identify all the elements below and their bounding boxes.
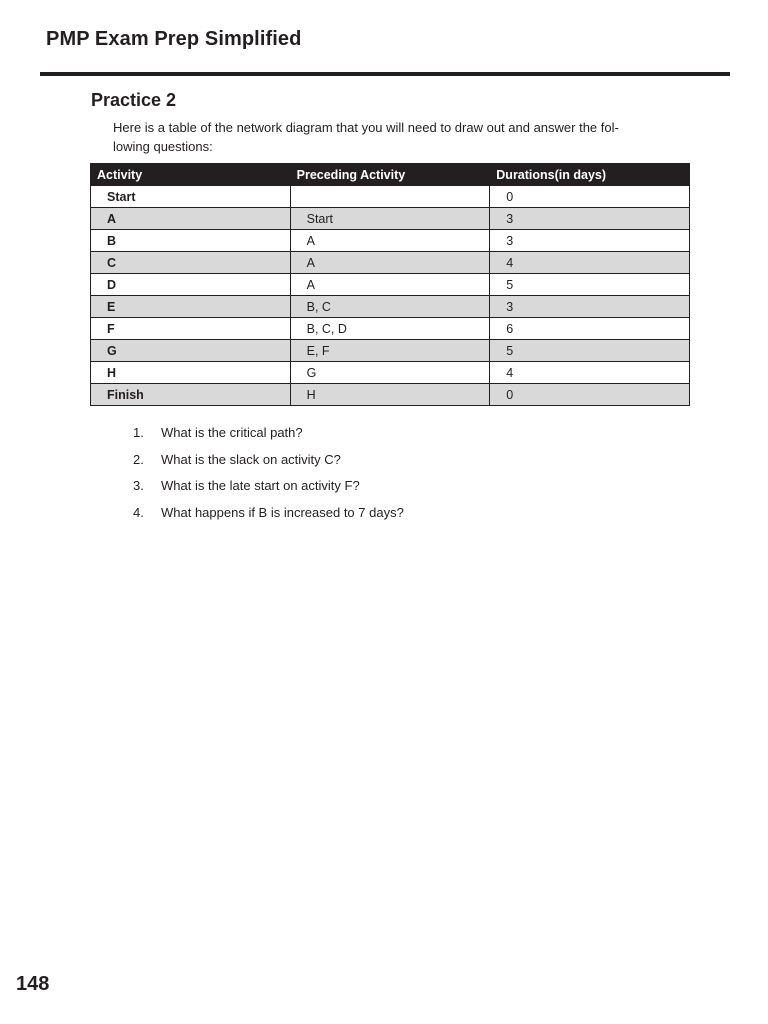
cell-activity: F: [91, 318, 291, 340]
list-item: [133, 503, 404, 530]
table-header-row: [91, 164, 690, 186]
table-row: [91, 318, 690, 340]
cell-duration: 5: [490, 274, 690, 296]
question-text: What is the critical path?: [161, 425, 303, 440]
column-header-preceding: Preceding Activity: [290, 164, 490, 186]
cell-activity: D: [91, 274, 291, 296]
cell-preceding: G: [290, 362, 490, 384]
cell-preceding: [290, 186, 490, 208]
cell-duration: 4: [490, 362, 690, 384]
cell-duration: 3: [490, 230, 690, 252]
cell-preceding: A: [290, 274, 490, 296]
cell-duration: 4: [490, 252, 690, 274]
cell-preceding: E, F: [290, 340, 490, 362]
question-list: [133, 423, 404, 529]
cell-preceding: A: [290, 230, 490, 252]
table-row: [91, 384, 690, 406]
page-number: 148: [16, 973, 50, 995]
running-head-title: PMP Exam Prep Simplified: [46, 28, 302, 50]
cell-activity: A: [91, 208, 291, 230]
cell-duration: 0: [490, 186, 690, 208]
table-row: [91, 230, 690, 252]
intro-line-2: lowing questions:: [113, 139, 213, 154]
cell-activity: C: [91, 252, 291, 274]
table-row: [91, 274, 690, 296]
cell-duration: 5: [490, 340, 690, 362]
list-item: [133, 450, 404, 477]
cell-activity: E: [91, 296, 291, 318]
column-header-activity: Activity: [91, 164, 291, 186]
table-row: [91, 296, 690, 318]
list-item: [133, 476, 404, 503]
table-row: [91, 362, 690, 384]
list-item: [133, 423, 404, 450]
cell-preceding: A: [290, 252, 490, 274]
question-number: 2.: [133, 451, 144, 467]
question-text: What happens if B is increased to 7 days?: [161, 504, 404, 520]
cell-activity: Start: [91, 186, 291, 208]
question-text: What is the late start on activity F?: [161, 478, 360, 493]
question-number: 1.: [133, 425, 144, 440]
intro-paragraph: [113, 118, 673, 156]
cell-duration: 3: [490, 208, 690, 230]
cell-activity: G: [91, 340, 291, 362]
question-number: 3.: [133, 478, 144, 493]
question-text: What is the slack on activity C?: [161, 451, 341, 467]
cell-duration: 6: [490, 318, 690, 340]
question-number: 4.: [133, 504, 144, 520]
table-row: [91, 252, 690, 274]
activity-table: [90, 163, 690, 406]
section-title: Practice 2: [91, 90, 177, 110]
column-header-duration: Durations(in days): [490, 164, 690, 186]
table-row: [91, 186, 690, 208]
cell-preceding: B, C: [290, 296, 490, 318]
header-rule: [40, 72, 730, 76]
cell-preceding: H: [290, 384, 490, 406]
intro-line-1: Here is a table of the network diagram that you will need to draw out and answer the fol-: [113, 120, 619, 135]
cell-activity: H: [91, 362, 291, 384]
cell-duration: 0: [490, 384, 690, 406]
cell-preceding: Start: [290, 208, 490, 230]
cell-preceding: B, C, D: [290, 318, 490, 340]
table-row: [91, 208, 690, 230]
cell-duration: 3: [490, 296, 690, 318]
table-row: [91, 340, 690, 362]
cell-activity: B: [91, 230, 291, 252]
cell-activity: Finish: [91, 384, 291, 406]
